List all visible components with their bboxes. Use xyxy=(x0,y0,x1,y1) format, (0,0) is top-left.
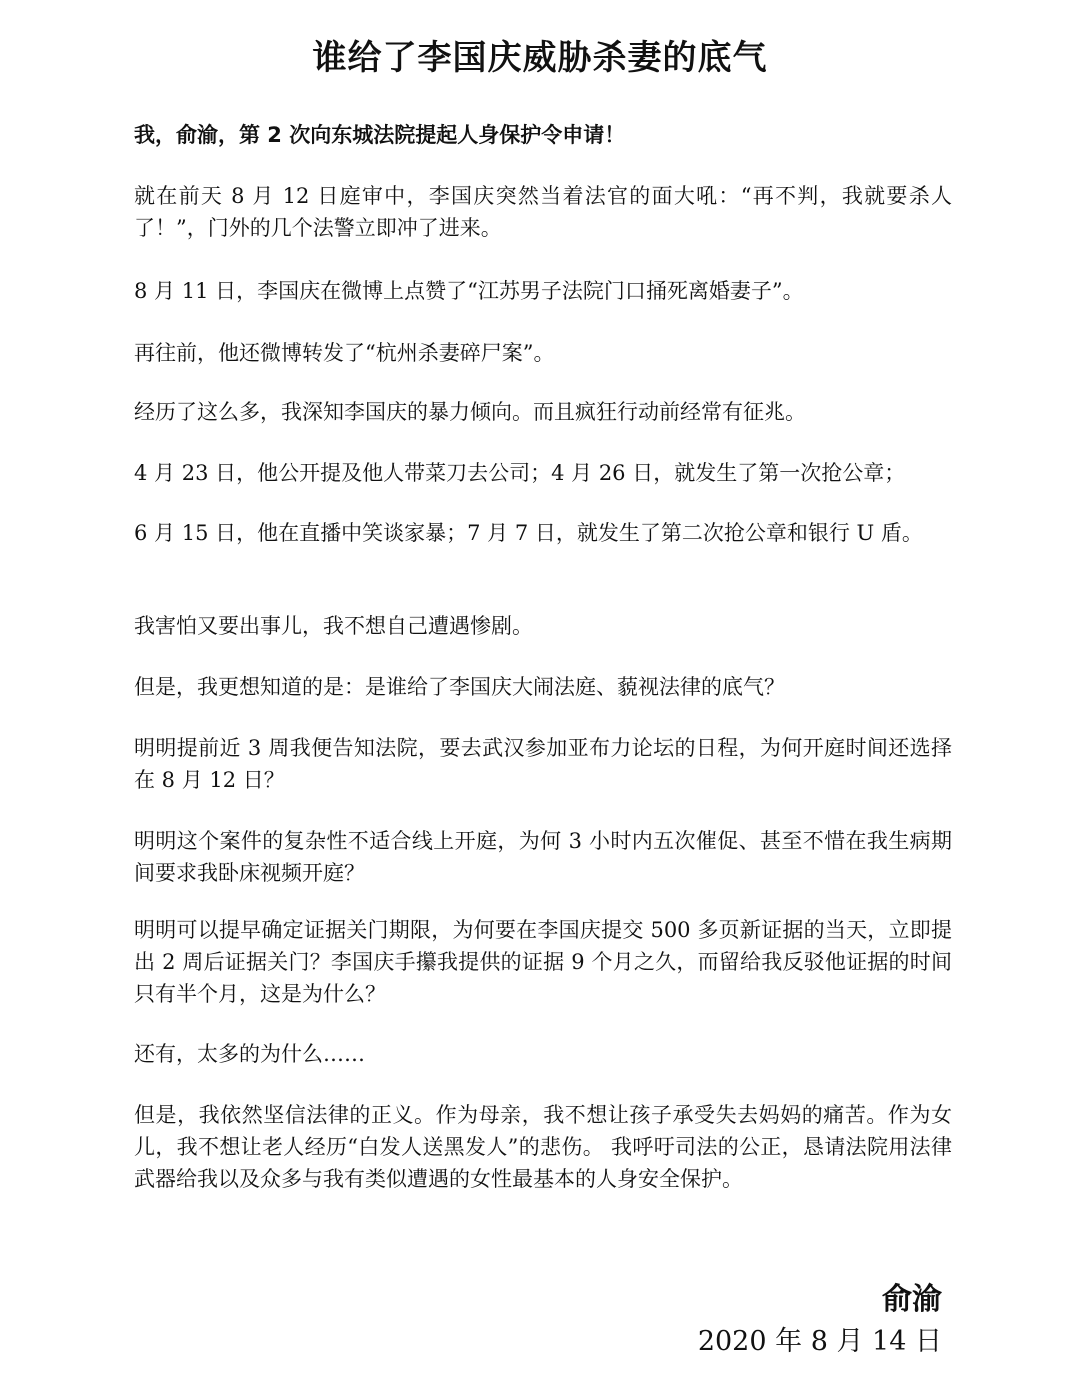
paragraph-7: 我害怕又要出事儿，我不想自己遭遇惨剧。 xyxy=(134,614,533,638)
paragraph-8: 但是，我更想知道的是：是谁给了李国庆大闹法庭、藐视法律的底气？ xyxy=(134,675,785,699)
signature-name: 俞渝 xyxy=(882,1282,942,1317)
paragraph-4: 经历了这么多，我深知李国庆的暴力倾向。而且疯狂行动前经常有征兆。 xyxy=(134,400,806,424)
paragraph-2: 8 月 11 日，李国庆在微博上点赞了“江苏男子法院门口捅死离婚妻子”。 xyxy=(134,279,804,303)
signature-date: 2020 年 8 月 14 日 xyxy=(697,1326,942,1357)
document-title: 谁给了李国庆威胁杀妻的底气 xyxy=(312,38,768,78)
paragraph-9: 明明提前近 3 周我便告知法院，要去武汉参加亚布力论坛的日程，为何开庭时间还选择在 8 月 12 日？ xyxy=(134,736,952,792)
paragraph-13: 但是，我依然坚信法律的正义。作为母亲，我不想让孩子承受失去妈妈的痛苦。作为女儿，我不想让老人经历“白发人送黑发人”的悲伤。 我呼吁司法的公正，恳请法院用法律武器给我以及众多与我有类似遭遇的女性最基本的人身安全保护。 xyxy=(134,1103,952,1191)
paragraph-3: 再往前，他还微博转发了“杭州杀妻碎尸案”。 xyxy=(134,341,555,365)
paragraph-10: 明明这个案件的复杂性不适合线上开庭，为何 3 小时内五次催促、甚至不惜在我生病期间要求我卧床视频开庭？ xyxy=(134,829,952,885)
paragraph-11: 明明可以提早确定证据关门期限，为何要在李国庆提交 500 多页新证据的当天，立即提出 2 周后证据关门？李国庆手攥我提供的证据 9 个月之久，而留给我反驳他证据的时间只有半个月，这是为什么？ xyxy=(134,918,952,1006)
paragraph-12: 还有，太多的为什么…… xyxy=(134,1042,365,1066)
paragraph-1: 就在前天 8 月 12 日庭审中，李国庆突然当着法官的面大吼：“再不判，我就要杀人了！”，门外的几个法警立即冲了进来。 xyxy=(134,184,952,240)
paragraph-6: 6 月 15 日，他在直播中笑谈家暴；7 月 7 日，就发生了第二次抢公章和银行 U 盾。 xyxy=(134,521,923,545)
paragraph-5: 4 月 23 日，他公开提及他人带菜刀去公司；4 月 26 日，就发生了第一次抢公章； xyxy=(134,461,906,485)
subheading: 我，俞渝，第 2 次向东城法院提起人身保护令申请！ xyxy=(134,123,626,147)
